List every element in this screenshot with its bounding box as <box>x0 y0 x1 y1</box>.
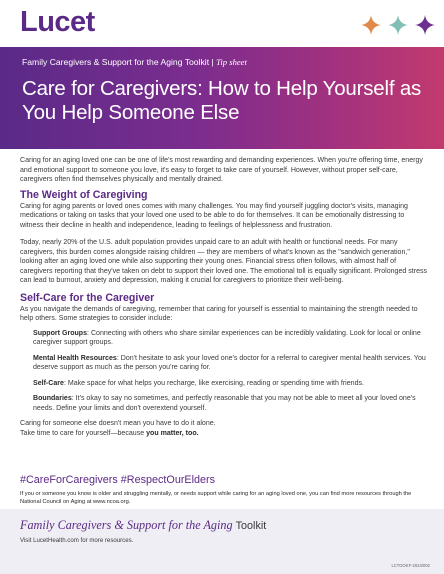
closing-text: Take time to care for yourself—because <box>20 429 147 437</box>
page-title: Care for Caregivers: How to Help Yourself as You Help Someone Else <box>22 77 422 124</box>
closing-line-2 <box>20 429 428 439</box>
strategy-text: : Connecting with others who share similar experiences can be incredibly validating. Look for local or online caregiver support groups. <box>33 329 421 346</box>
document-code: LCTOOKF-2024/002 <box>391 563 430 568</box>
strategy-label: Support Groups <box>33 329 88 337</box>
strategy-text: : It's okay to say no sometimes, and perfectly reasonable that you may not be able to meet all your loved one's needs. Define your limits and don't overextend yourself. <box>33 395 416 412</box>
footer-band <box>0 509 444 574</box>
weight-paragraph-1: Caring for aging parents or loved ones comes with many challenges. You may find yourself juggling doctor's visits, managing medications or taking on tasks that your loved one used to be able to do for themselves. It can be emotionally distressing to witness their decline in health and independence, leading to feelings of helplessness and frustration. <box>20 202 408 229</box>
strategy-label: Boundaries <box>33 395 72 402</box>
toolkit-name: Family Caregivers & Support for the Aging Toolkit | <box>22 57 214 67</box>
header <box>0 0 444 47</box>
footer-title-italic: Family Caregivers & Support for the Aging <box>20 518 233 532</box>
footer-toolkit-title <box>20 518 266 533</box>
closing-emphasis: you matter, too. <box>146 429 199 437</box>
strategy-text: : Make space for what helps you recharge, like exercising, reading or spending time with friends. <box>63 379 364 387</box>
strategy-mental-health <box>20 354 428 373</box>
teal-sparkle-icon <box>388 15 408 35</box>
strategy-self-care <box>20 379 428 389</box>
closing-line-1: Caring for someone else doesn't mean you have to do it alone. <box>20 420 216 427</box>
title-banner <box>0 47 444 149</box>
strategy-text: : Don't hesitate to ask your loved one's doctor for a referral to caregiver mental health services. You deserve support as much as the person you're caring for. <box>33 354 426 371</box>
resource-footnote: If you or someone you know is older and struggling mentally, or needs support while caring for an aging loved one, you can find more resources through the National Council on Aging at www.ncoa.org. <box>20 491 412 505</box>
weight-heading: The Weight of Caregiving <box>20 188 148 201</box>
weight-paragraph-2: Today, nearly 20% of the U.S. adult population provides unpaid care to an adult with health or functional needs. For many caregivers, this burden comes alongside raising children — they are members of what's known as the "sandwich generation," looking after an aging loved one while also supporting their young ones. Financial stress often follows, with almost half of caregivers reporting that they've taken on debt to support their loved one. The emotional toll is equally significant. Prolonged stress can lead to burnout, anxiety and depression, making it crucial for caregivers to prioritize their well-being. <box>20 239 428 284</box>
lucet-logo: Lucet <box>20 6 95 38</box>
selfcare-intro: As you navigate the demands of caregiving, remember that caring for yourself is essential to maintaining the strength needed to help others. Some strategies to consider include: <box>20 305 418 322</box>
intro-paragraph: Caring for an aging loved one can be one of life's most rewarding and demanding experiences. When you're offering time, energy and emotional support to someone you love, it's easy to forget to take care of yourself. However, without proper self-care, caregivers often find themselves physically and mentally drained. <box>20 157 423 183</box>
orange-sparkle-icon <box>361 15 381 35</box>
selfcare-heading: Self-Care for the Caregiver <box>20 291 155 304</box>
toolkit-kicker <box>22 57 247 67</box>
strategy-boundaries <box>20 394 428 413</box>
strategy-support-groups <box>20 329 428 348</box>
purple-sparkle-icon <box>415 15 435 35</box>
footer-title-plain: Toolkit <box>235 520 267 532</box>
footer-website-link[interactable]: Visit LucetHealth.com for more resources. <box>20 537 134 544</box>
sparkle-stars-icon <box>360 14 436 36</box>
hashtags: #CareForCaregivers #RespectOurElders <box>20 474 216 486</box>
strategy-label: Self-Care <box>33 379 64 387</box>
strategy-label: Mental Health Resources <box>33 354 117 362</box>
tip-sheet-label: Tip sheet <box>216 57 247 67</box>
main-content <box>20 156 428 438</box>
